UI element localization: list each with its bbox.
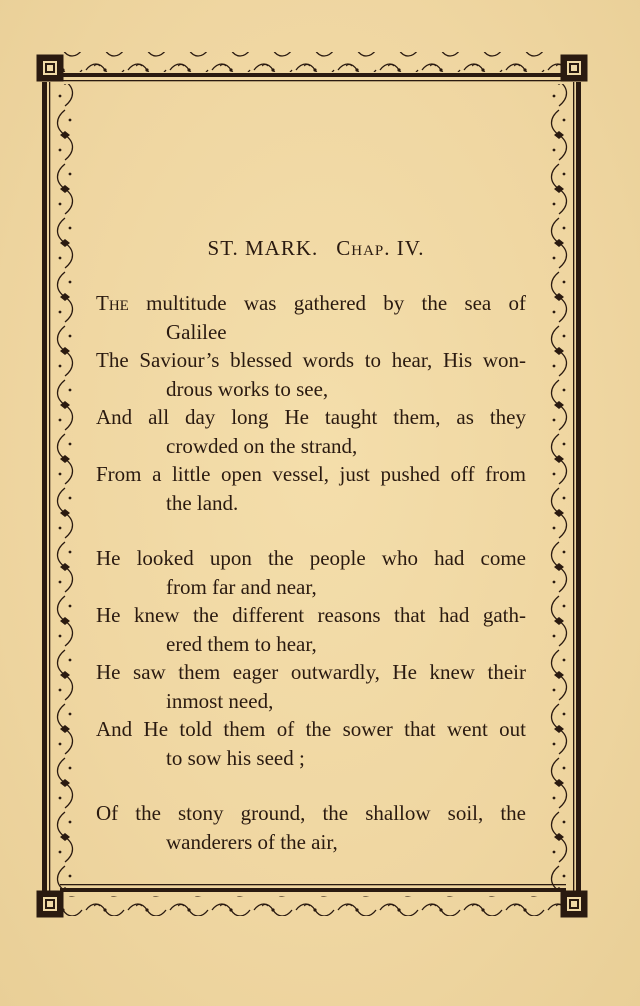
first-word: The <box>96 291 129 315</box>
verse-line-continuation: wanderers of the air, <box>166 829 338 854</box>
border-left-rule <box>42 82 47 892</box>
verse-line: Of the stony ground, the shallow soil, the <box>96 801 526 825</box>
verse-line: The Saviour’s blessed words to hear, His won- <box>96 348 526 372</box>
corner-ornament-bottom-left <box>38 892 62 916</box>
stanza-3 <box>96 799 526 856</box>
verse-line-continuation: inmost need, <box>166 688 274 713</box>
corner-ornament-top-right <box>562 56 586 80</box>
stanza-1 <box>96 289 526 517</box>
verse-line: The multitude was gathered by the sea of <box>96 291 526 315</box>
chapter-title: Chap. IV. <box>336 236 425 260</box>
corner-ornament-bottom-right <box>562 892 586 916</box>
verse-line-continuation: to sow his seed ; <box>166 745 305 770</box>
verse-line: He saw them eager outwardly, He knew their <box>96 660 526 684</box>
verse-line-continuation: crowded on the strand, <box>166 433 358 458</box>
verse-line: From a little open vessel, just pushed off from <box>96 462 526 486</box>
verse-line-continuation: Galilee <box>166 319 227 344</box>
border-bottom-rule <box>60 888 566 892</box>
border-top-ornament <box>62 52 562 72</box>
corner-ornament-top-left <box>38 56 62 80</box>
verse-line-continuation: ered them to hear, <box>166 631 317 656</box>
verse-line: And all day long He taught them, as they <box>96 405 526 429</box>
verse-line-continuation: the land. <box>166 490 239 515</box>
verse-line: He knew the different reasons that had gath- <box>96 603 526 627</box>
verse-line-continuation: from far and near, <box>166 574 317 599</box>
stanza-2 <box>96 544 526 772</box>
border-left-ornament <box>50 84 74 890</box>
border-right-rule <box>576 82 581 892</box>
border-top-rule <box>60 73 566 77</box>
verse-line-continuation: drous works to see, <box>166 376 329 401</box>
page-heading <box>96 236 526 261</box>
verse-line: And He told them of the sower that went out <box>96 717 526 741</box>
book-title: ST. MARK. <box>207 236 319 260</box>
border-right-ornament <box>550 84 574 890</box>
border-bottom-ornament <box>62 896 562 916</box>
poem-content <box>96 236 526 883</box>
verse-line: He looked upon the people who had come <box>96 546 526 570</box>
